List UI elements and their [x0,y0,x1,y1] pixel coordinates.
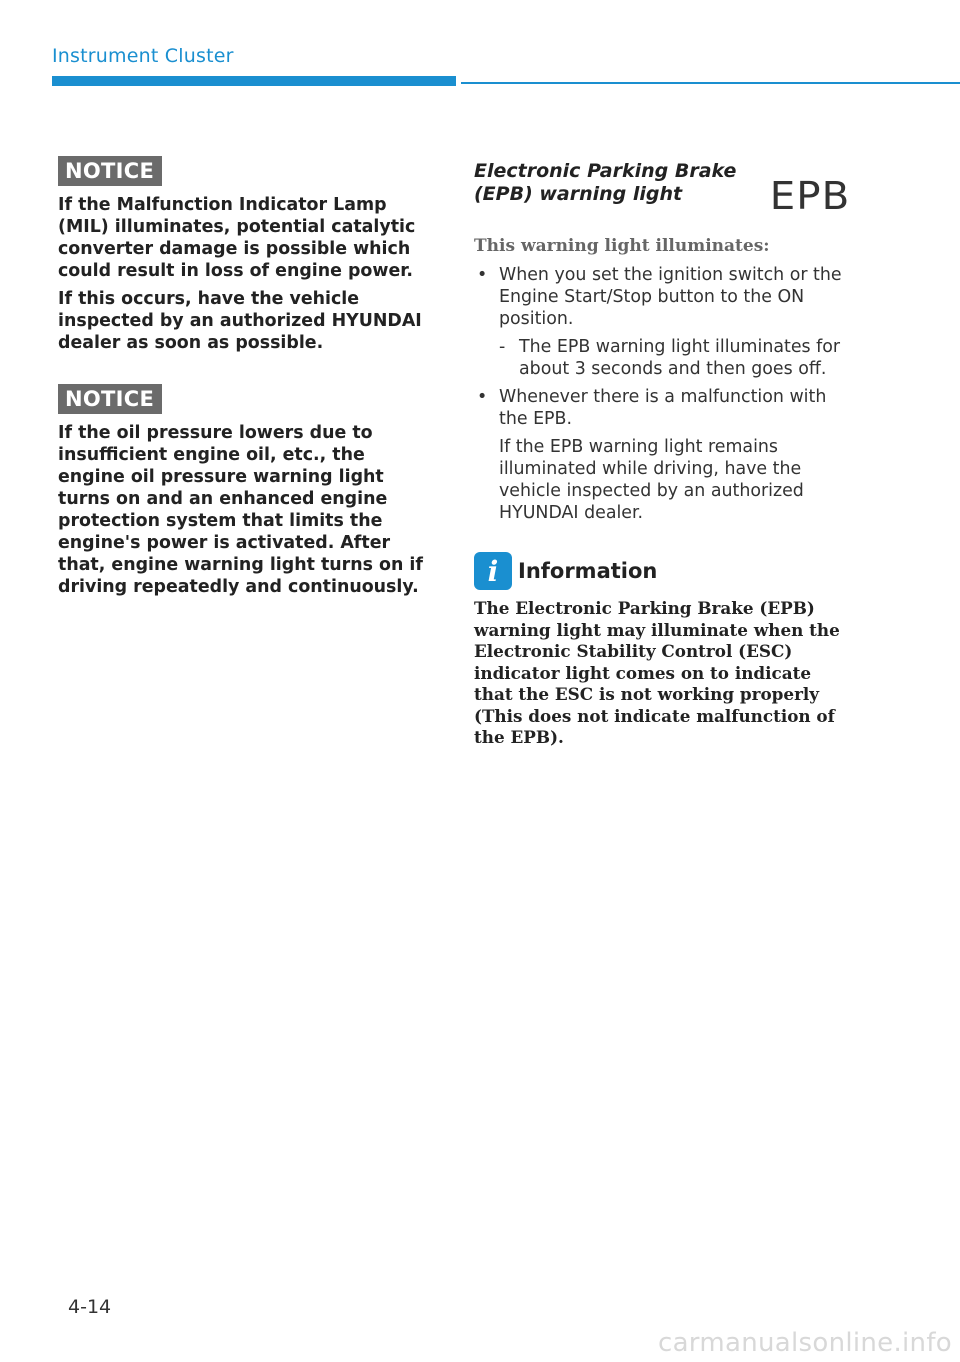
info-icon: i [474,552,512,590]
header-bar-thick [52,76,456,86]
right-column [474,160,854,749]
left-column [58,156,428,598]
notice-badge: NOTICE [58,156,162,186]
bullet-text: Whenever there is a malfunction with the EPB. [499,387,827,429]
section-title: Electronic Parking Brake (EPB) warning light [474,160,737,205]
bullet-icon: • [477,265,488,285]
dash-icon: - [499,337,506,357]
notice-block-1 [58,156,428,354]
list-item [474,264,854,330]
bullet-icon: • [477,387,488,407]
notice-paragraph: If this occurs, have the vehicle inspected by an authorized HYUNDAI dealer as soon as possible. [58,289,422,353]
epb-warning-symbol: EPB [769,174,851,218]
header-title: Instrument Cluster [52,45,234,67]
info-text: The Electronic Parking Brake (EPB) warning light may illuminate when the Electronic Stability Control (ESC) indicator light comes on to indicate that the ESC is not working properly (This does not indicate malfunction of the EPB). [474,598,840,747]
page-number: 4-14 [68,1296,112,1318]
watermark: carmanualsonline.info [657,1328,952,1358]
info-header [474,552,854,590]
bullet-text: When you set the ignition switch or the Engine Start/Stop button to the ON position. [499,265,842,329]
list-item [474,386,854,430]
notice-paragraph: If the oil pressure lowers due to insufficient engine oil, etc., the engine oil pressure warning light turns on and an enhanced engine protection system that limits the engine's power is activated. After that, engine warning light turns on if driving repeatedly and continuously. [58,423,423,597]
bullet-continuation: If the EPB warning light remains illuminated while driving, have the vehicle inspected by an authorized HYUNDAI dealer. [499,437,804,523]
notice-block-2 [58,384,428,598]
notice-badge: NOTICE [58,384,162,414]
lead-text: This warning light illuminates: [474,236,770,256]
info-title: Information [518,559,658,583]
header-bar-thin [461,82,960,84]
sub-item-text: The EPB warning light illuminates for about 3 seconds and then goes off. [519,337,841,379]
notice-paragraph: If the Malfunction Indicator Lamp (MIL) illuminates, potential catalytic converter damage is possible which could result in loss of engine power. [58,195,416,281]
sub-list-item [474,336,854,380]
